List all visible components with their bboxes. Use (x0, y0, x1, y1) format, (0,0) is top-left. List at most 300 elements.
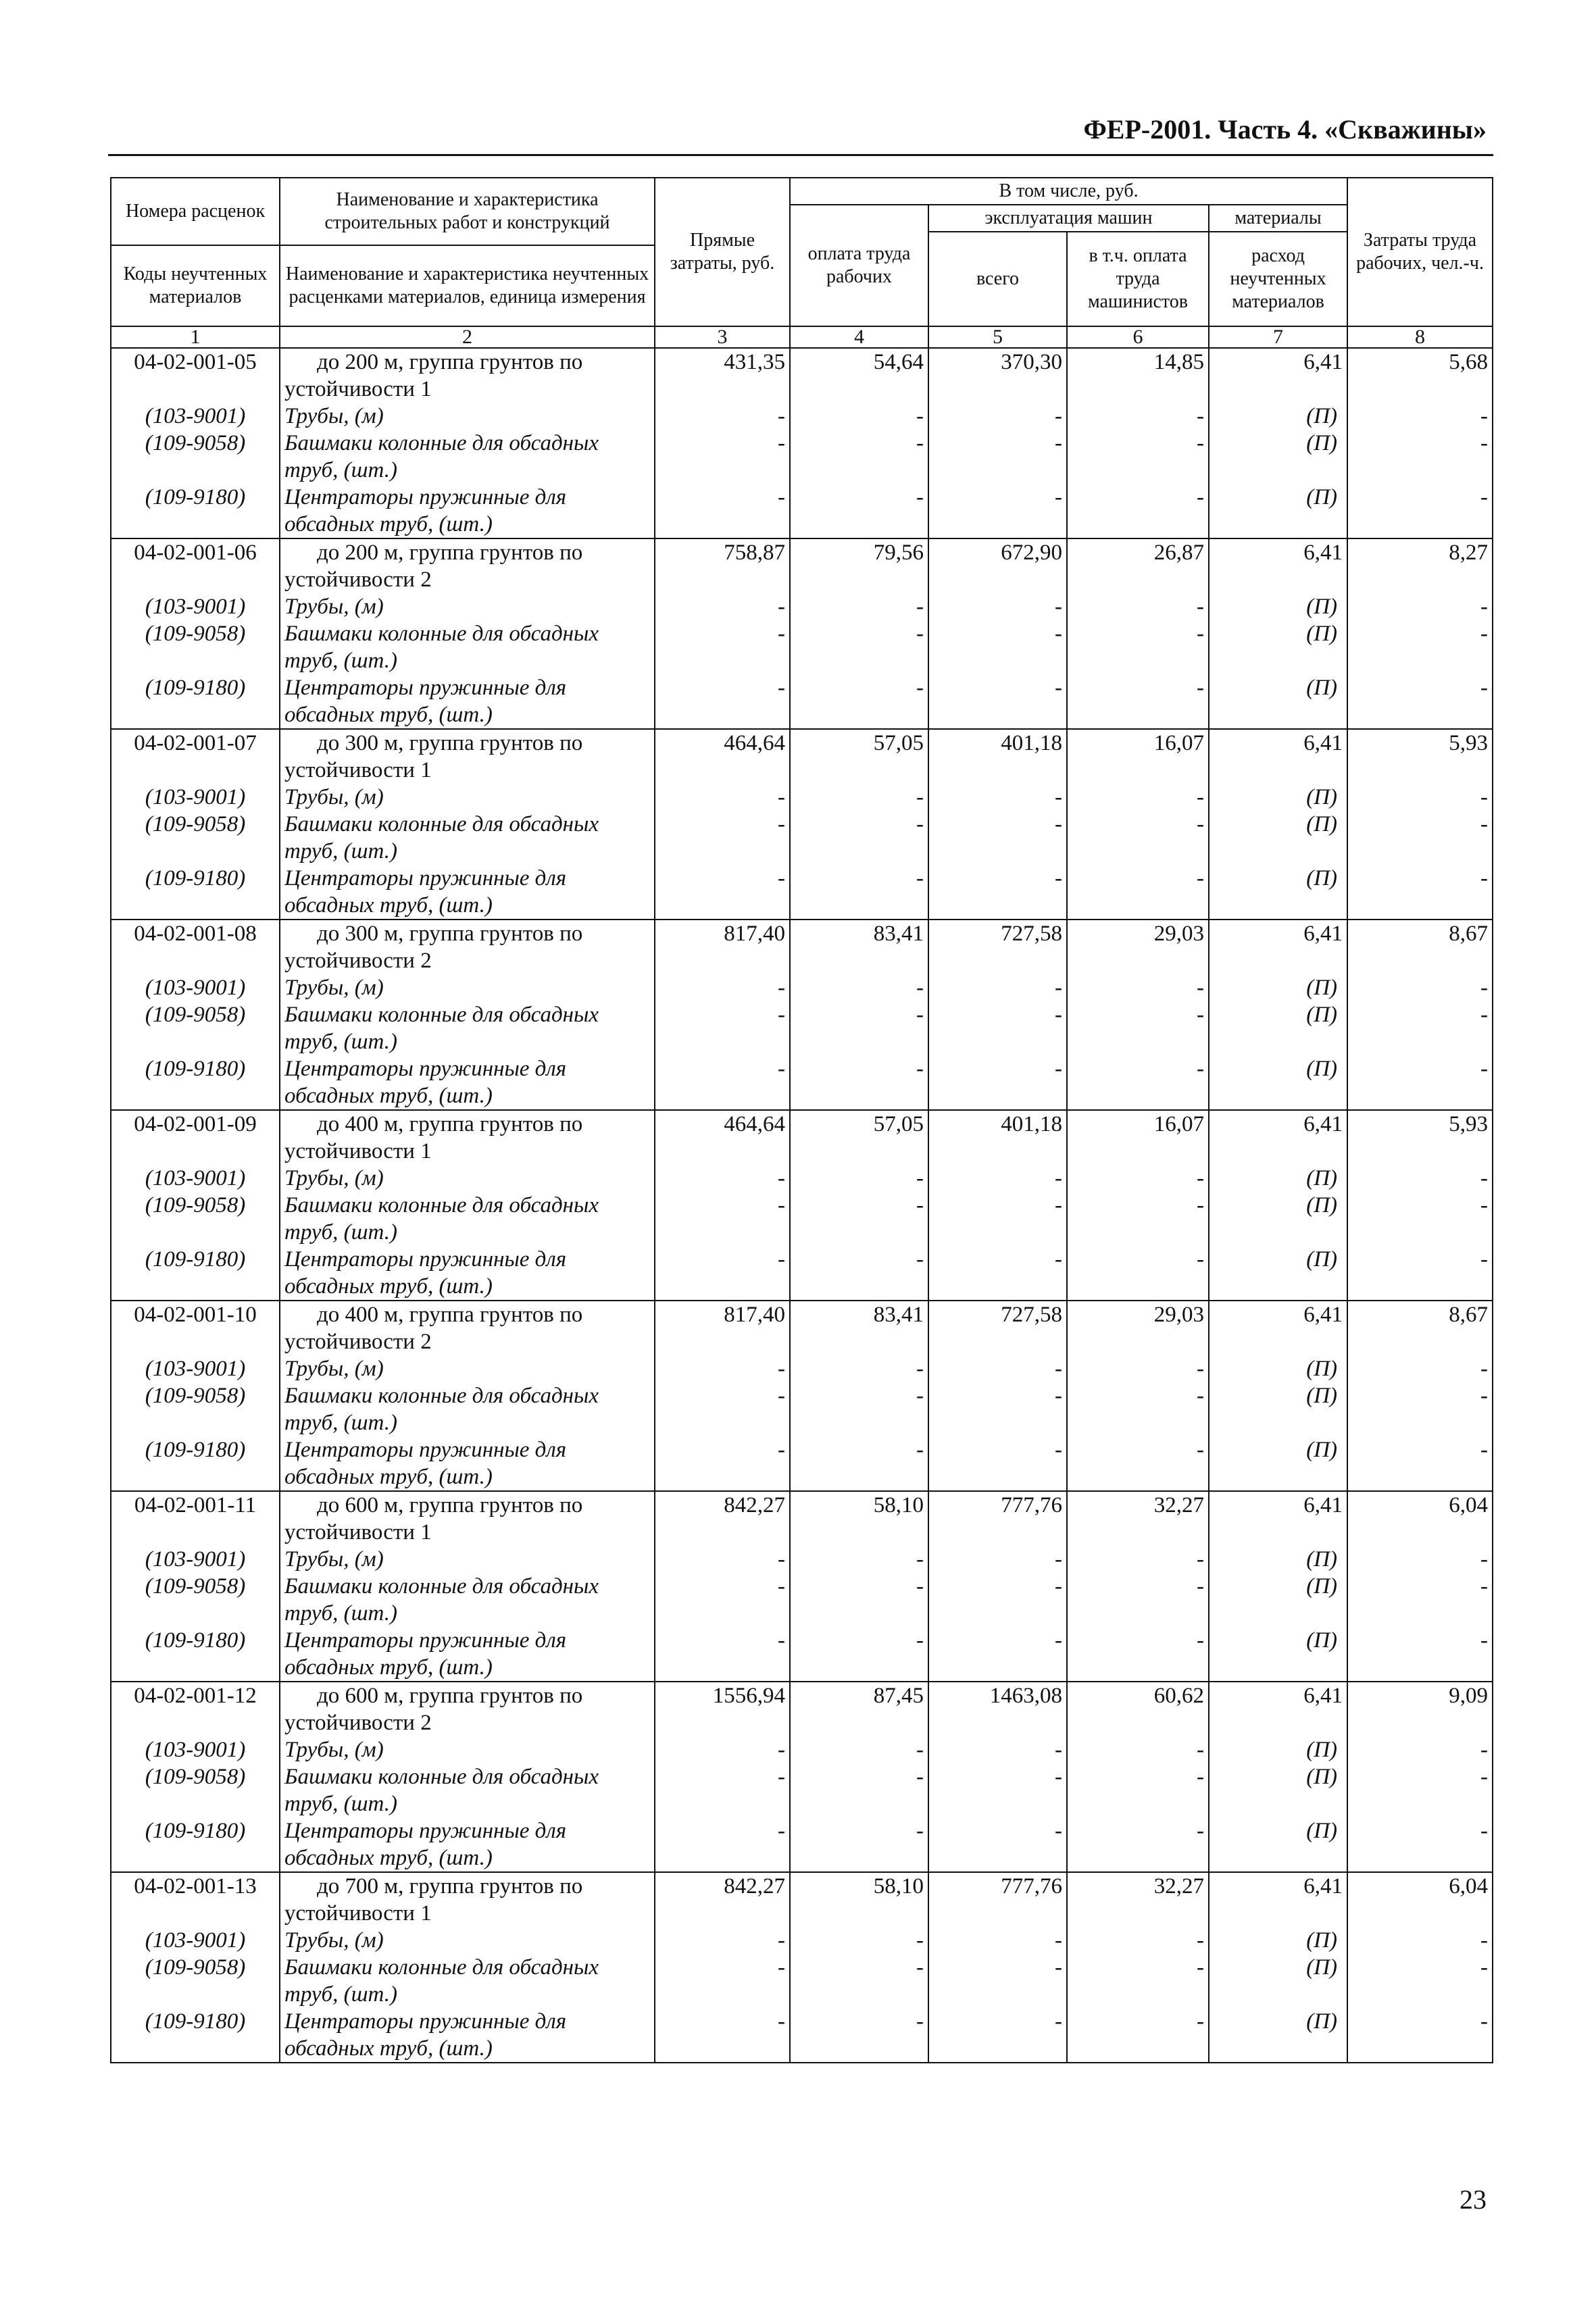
worker-pay-value (790, 376, 928, 403)
header-col1-top: Номера расценок (111, 178, 280, 245)
table-row (111, 1001, 1493, 1028)
machinist-pay-value: 32,27 (1067, 1491, 1209, 1519)
worker-pay-dash (790, 1463, 928, 1491)
machines-total-dash (928, 457, 1067, 484)
table-row (111, 511, 1493, 538)
machinist-pay-dash: - (1067, 620, 1209, 647)
material-value: 6,41 (1209, 1491, 1347, 1519)
table-row (111, 1110, 1493, 1138)
labor-hours-dash: - (1347, 784, 1493, 811)
rate-name: устойчивости 1 (280, 757, 655, 784)
rate-code (111, 566, 280, 593)
material-name: Трубы, (м) (280, 974, 655, 1001)
labor-hours-dash: - (1347, 1573, 1493, 1600)
material-code (111, 1463, 280, 1491)
machinist-pay-dash: - (1067, 484, 1209, 511)
machinist-pay-dash: - (1067, 674, 1209, 701)
labor-hours-dash (1347, 1654, 1493, 1682)
machinist-pay-value (1067, 1900, 1209, 1927)
column-number: 1 (111, 326, 280, 348)
rate-code: 04-02-001-05 (111, 348, 280, 376)
machinist-pay-dash: - (1067, 1763, 1209, 1790)
table-row (111, 566, 1493, 593)
table-row (111, 1463, 1493, 1491)
worker-pay-dash: - (790, 1817, 928, 1844)
rate-name: устойчивости 1 (280, 1900, 655, 1927)
direct-costs-dash: - (655, 1736, 790, 1763)
machinist-pay-dash (1067, 2035, 1209, 2063)
machines-total-dash (928, 1273, 1067, 1301)
material-value (1209, 566, 1347, 593)
machines-total-value: 777,76 (928, 1491, 1067, 1519)
material-code: (109-9180) (111, 674, 280, 701)
machines-total-value: 1463,08 (928, 1682, 1067, 1709)
worker-pay-dash: - (790, 974, 928, 1001)
machinist-pay-value: 14,85 (1067, 348, 1209, 376)
labor-hours-dash (1347, 2035, 1493, 2063)
table-row (111, 865, 1493, 892)
material-marker (1209, 1981, 1347, 2008)
machinist-pay-dash (1067, 1600, 1209, 1627)
header-machine-operation: эксплуатация машин (928, 205, 1209, 232)
machinist-pay-dash: - (1067, 1627, 1209, 1654)
labor-hours-value: 6,04 (1347, 1872, 1493, 1900)
direct-costs-dash: - (655, 430, 790, 457)
machinist-pay-dash: - (1067, 865, 1209, 892)
labor-hours-dash: - (1347, 1246, 1493, 1273)
table-row (111, 674, 1493, 701)
material-name: Центраторы пружинные для (280, 865, 655, 892)
table-row (111, 1817, 1493, 1844)
table-row (111, 729, 1493, 757)
direct-costs-dash: - (655, 674, 790, 701)
worker-pay-value: 54,64 (790, 348, 928, 376)
material-name: обсадных труб, (шт.) (280, 892, 655, 920)
rate-code (111, 1328, 280, 1355)
worker-pay-dash (790, 701, 928, 729)
labor-hours-value: 6,04 (1347, 1491, 1493, 1519)
material-name: Башмаки колонные для обсадных (280, 1763, 655, 1790)
labor-hours-value: 9,09 (1347, 1682, 1493, 1709)
document-header-title: ФЕР-2001. Часть 4. «Скважины» (1083, 114, 1487, 145)
direct-costs-dash: - (655, 1817, 790, 1844)
table-row (111, 403, 1493, 430)
material-marker (1209, 1463, 1347, 1491)
material-code (111, 1409, 280, 1436)
material-code: (109-9180) (111, 1627, 280, 1654)
material-name: Трубы, (м) (280, 1736, 655, 1763)
worker-pay-value: 87,45 (790, 1682, 928, 1709)
machinist-pay-dash: - (1067, 593, 1209, 620)
direct-costs-dash: - (655, 1382, 790, 1409)
direct-costs-value: 817,40 (655, 920, 790, 947)
table-row (111, 838, 1493, 865)
table-row (111, 1192, 1493, 1219)
machines-total-value: 401,18 (928, 1110, 1067, 1138)
machinist-pay-dash: - (1067, 1355, 1209, 1382)
labor-hours-dash (1347, 1028, 1493, 1055)
worker-pay-value: 58,10 (790, 1872, 928, 1900)
worker-pay-dash: - (790, 1927, 928, 1954)
worker-pay-value: 83,41 (790, 920, 928, 947)
machines-total-dash: - (928, 1165, 1067, 1192)
labor-hours-value (1347, 1328, 1493, 1355)
machines-total-value (928, 1138, 1067, 1165)
machines-total-value: 727,58 (928, 1301, 1067, 1328)
table-row (111, 892, 1493, 920)
worker-pay-dash: - (790, 1546, 928, 1573)
machinist-pay-dash: - (1067, 974, 1209, 1001)
labor-hours-value (1347, 1519, 1493, 1546)
table-row (111, 784, 1493, 811)
direct-costs-dash (655, 1409, 790, 1436)
machines-total-value (928, 757, 1067, 784)
direct-costs-dash: - (655, 1627, 790, 1654)
table-row (111, 757, 1493, 784)
material-value: 6,41 (1209, 348, 1347, 376)
machines-total-dash (928, 1082, 1067, 1110)
labor-hours-dash: - (1347, 1055, 1493, 1082)
direct-costs-dash: - (655, 974, 790, 1001)
material-code (111, 1600, 280, 1627)
material-marker: (П) (1209, 1954, 1347, 1981)
labor-hours-dash: - (1347, 1192, 1493, 1219)
direct-costs-dash (655, 457, 790, 484)
table-row (111, 1573, 1493, 1600)
column-number: 6 (1067, 326, 1209, 348)
material-code: (109-9058) (111, 1954, 280, 1981)
machines-total-dash: - (928, 2008, 1067, 2035)
worker-pay-dash: - (790, 1001, 928, 1028)
material-marker (1209, 701, 1347, 729)
direct-costs-value (655, 1138, 790, 1165)
labor-hours-value (1347, 376, 1493, 403)
rate-name: до 300 м, группа грунтов по (280, 920, 655, 947)
rate-code: 04-02-001-07 (111, 729, 280, 757)
material-name: Трубы, (м) (280, 593, 655, 620)
material-code: (109-9058) (111, 1573, 280, 1600)
header-labor-hours: Затраты труда рабочих, чел.-ч. (1347, 178, 1493, 326)
labor-hours-value: 5,93 (1347, 729, 1493, 757)
worker-pay-dash (790, 892, 928, 920)
direct-costs-value (655, 1900, 790, 1927)
machinist-pay-value (1067, 1709, 1209, 1736)
machinist-pay-dash (1067, 1409, 1209, 1436)
machinist-pay-dash: - (1067, 1954, 1209, 1981)
material-marker: (П) (1209, 974, 1347, 1001)
direct-costs-dash (655, 1981, 790, 2008)
labor-hours-value (1347, 1138, 1493, 1165)
direct-costs-dash (655, 511, 790, 538)
direct-costs-dash: - (655, 1573, 790, 1600)
machines-total-dash: - (928, 1436, 1067, 1463)
worker-pay-dash (790, 1981, 928, 2008)
machines-total-value (928, 1519, 1067, 1546)
material-code: (109-9058) (111, 811, 280, 838)
direct-costs-value: 1556,94 (655, 1682, 790, 1709)
machines-total-dash: - (928, 1573, 1067, 1600)
material-marker: (П) (1209, 430, 1347, 457)
direct-costs-dash (655, 1219, 790, 1246)
machines-total-dash: - (928, 1001, 1067, 1028)
machines-total-dash (928, 1028, 1067, 1055)
worker-pay-dash: - (790, 674, 928, 701)
material-value (1209, 757, 1347, 784)
machinist-pay-dash: - (1067, 1055, 1209, 1082)
material-code: (109-9058) (111, 1192, 280, 1219)
machines-total-dash (928, 647, 1067, 674)
labor-hours-dash (1347, 892, 1493, 920)
machines-total-dash: - (928, 430, 1067, 457)
material-code: (103-9001) (111, 403, 280, 430)
material-code: (109-9180) (111, 484, 280, 511)
worker-pay-value (790, 1519, 928, 1546)
worker-pay-dash (790, 511, 928, 538)
material-code (111, 892, 280, 920)
rate-name: устойчивости 1 (280, 376, 655, 403)
direct-costs-dash (655, 838, 790, 865)
machines-total-dash: - (928, 1055, 1067, 1082)
machinist-pay-value (1067, 1138, 1209, 1165)
machines-total-value: 727,58 (928, 920, 1067, 947)
table-row (111, 1273, 1493, 1301)
machinist-pay-dash (1067, 1273, 1209, 1301)
header-machinist-pay: в т.ч. оплата труда машинистов (1067, 232, 1209, 326)
material-code: (109-9180) (111, 1055, 280, 1082)
material-marker: (П) (1209, 593, 1347, 620)
machines-total-dash (928, 892, 1067, 920)
material-code (111, 1844, 280, 1872)
material-marker: (П) (1209, 1192, 1347, 1219)
machines-total-dash (928, 1981, 1067, 2008)
material-value (1209, 1709, 1347, 1736)
material-marker: (П) (1209, 811, 1347, 838)
material-marker: (П) (1209, 1573, 1347, 1600)
labor-hours-dash: - (1347, 593, 1493, 620)
machines-total-dash: - (928, 674, 1067, 701)
material-value (1209, 1900, 1347, 1927)
material-name: Трубы, (м) (280, 784, 655, 811)
worker-pay-dash: - (790, 403, 928, 430)
machines-total-dash: - (928, 593, 1067, 620)
material-marker: (П) (1209, 674, 1347, 701)
machinist-pay-dash: - (1067, 1192, 1209, 1219)
material-name: труб, (шт.) (280, 1981, 655, 2008)
labor-hours-dash (1347, 647, 1493, 674)
material-marker (1209, 457, 1347, 484)
material-value: 6,41 (1209, 1110, 1347, 1138)
labor-hours-dash (1347, 701, 1493, 729)
labor-hours-dash: - (1347, 674, 1493, 701)
worker-pay-dash: - (790, 1573, 928, 1600)
table-row (111, 1436, 1493, 1463)
material-marker: (П) (1209, 403, 1347, 430)
direct-costs-dash: - (655, 865, 790, 892)
material-code (111, 701, 280, 729)
machines-total-dash: - (928, 484, 1067, 511)
machinist-pay-value: 26,87 (1067, 538, 1209, 566)
worker-pay-dash: - (790, 1165, 928, 1192)
material-code (111, 1654, 280, 1682)
machinist-pay-value (1067, 1519, 1209, 1546)
machinist-pay-value (1067, 1328, 1209, 1355)
worker-pay-dash: - (790, 811, 928, 838)
material-code: (109-9180) (111, 1817, 280, 1844)
direct-costs-dash: - (655, 1001, 790, 1028)
direct-costs-value: 817,40 (655, 1301, 790, 1328)
header-materials: материалы (1209, 205, 1347, 232)
machines-total-dash: - (928, 1192, 1067, 1219)
material-marker: (П) (1209, 1246, 1347, 1273)
table-row (111, 947, 1493, 974)
machinist-pay-dash (1067, 511, 1209, 538)
worker-pay-dash: - (790, 1763, 928, 1790)
material-name: Центраторы пружинные для (280, 1627, 655, 1654)
rate-name: устойчивости 2 (280, 1328, 655, 1355)
worker-pay-value (790, 757, 928, 784)
worker-pay-value: 83,41 (790, 1301, 928, 1328)
rate-code: 04-02-001-10 (111, 1301, 280, 1328)
direct-costs-value (655, 1519, 790, 1546)
table-row (111, 1382, 1493, 1409)
labor-hours-dash: - (1347, 1627, 1493, 1654)
material-code: (109-9058) (111, 430, 280, 457)
header-col2-bottom: Наименование и характеристика неучтенных расценками материалов, единица измерения (280, 245, 655, 326)
column-number: 5 (928, 326, 1067, 348)
worker-pay-dash (790, 647, 928, 674)
machines-total-dash: - (928, 620, 1067, 647)
table-row (111, 1627, 1493, 1654)
machinist-pay-dash: - (1067, 430, 1209, 457)
worker-pay-dash (790, 1409, 928, 1436)
direct-costs-dash: - (655, 1436, 790, 1463)
material-code (111, 511, 280, 538)
material-code: (103-9001) (111, 1927, 280, 1954)
labor-hours-dash: - (1347, 865, 1493, 892)
material-code: (109-9180) (111, 865, 280, 892)
rate-code (111, 1519, 280, 1546)
table-row (111, 1409, 1493, 1436)
material-name: обсадных труб, (шт.) (280, 701, 655, 729)
rate-code (111, 1138, 280, 1165)
material-marker (1209, 1082, 1347, 1110)
table-row (111, 1844, 1493, 1872)
rate-name: до 300 м, группа грунтов по (280, 729, 655, 757)
material-code (111, 1273, 280, 1301)
rate-code: 04-02-001-08 (111, 920, 280, 947)
rate-code: 04-02-001-11 (111, 1491, 280, 1519)
labor-hours-dash: - (1347, 1763, 1493, 1790)
material-code: (103-9001) (111, 974, 280, 1001)
material-name: Трубы, (м) (280, 403, 655, 430)
direct-costs-value: 842,27 (655, 1491, 790, 1519)
direct-costs-value: 464,64 (655, 729, 790, 757)
rate-name: до 200 м, группа грунтов по (280, 538, 655, 566)
material-name: обсадных труб, (шт.) (280, 1273, 655, 1301)
machinist-pay-value: 16,07 (1067, 1110, 1209, 1138)
table-row (111, 376, 1493, 403)
worker-pay-value (790, 1328, 928, 1355)
worker-pay-dash: - (790, 865, 928, 892)
material-code: (109-9058) (111, 620, 280, 647)
machines-total-dash: - (928, 403, 1067, 430)
material-marker (1209, 1844, 1347, 1872)
labor-hours-dash (1347, 838, 1493, 865)
material-name: труб, (шт.) (280, 457, 655, 484)
material-marker: (П) (1209, 1763, 1347, 1790)
material-code: (103-9001) (111, 784, 280, 811)
rate-name: устойчивости 1 (280, 1519, 655, 1546)
table-row (111, 2008, 1493, 2035)
material-name: Трубы, (м) (280, 1546, 655, 1573)
material-name: труб, (шт.) (280, 647, 655, 674)
table-row (111, 1082, 1493, 1110)
labor-hours-dash: - (1347, 484, 1493, 511)
rate-code: 04-02-001-13 (111, 1872, 280, 1900)
material-value (1209, 376, 1347, 403)
material-marker: (П) (1209, 1055, 1347, 1082)
machines-total-value: 370,30 (928, 348, 1067, 376)
machinist-pay-dash (1067, 1654, 1209, 1682)
machines-total-dash (928, 1219, 1067, 1246)
direct-costs-dash (655, 647, 790, 674)
material-name: Трубы, (м) (280, 1165, 655, 1192)
machinist-pay-dash (1067, 838, 1209, 865)
labor-hours-dash: - (1347, 620, 1493, 647)
material-marker: (П) (1209, 784, 1347, 811)
direct-costs-dash: - (655, 1763, 790, 1790)
column-number: 8 (1347, 326, 1493, 348)
labor-hours-dash (1347, 1219, 1493, 1246)
labor-hours-dash (1347, 1790, 1493, 1817)
machines-total-value (928, 1709, 1067, 1736)
direct-costs-dash: - (655, 1927, 790, 1954)
rate-name: устойчивости 2 (280, 1709, 655, 1736)
material-name: Башмаки колонные для обсадных (280, 811, 655, 838)
material-marker: (П) (1209, 1165, 1347, 1192)
material-name: Башмаки колонные для обсадных (280, 620, 655, 647)
material-name: труб, (шт.) (280, 1028, 655, 1055)
material-code: (109-9058) (111, 1763, 280, 1790)
material-code: (109-9180) (111, 1246, 280, 1273)
table-row (111, 1682, 1493, 1709)
rates-table (110, 177, 1493, 2063)
machinist-pay-value (1067, 757, 1209, 784)
direct-costs-value (655, 1709, 790, 1736)
material-name: Центраторы пружинные для (280, 1436, 655, 1463)
worker-pay-dash: - (790, 2008, 928, 2035)
material-code: (109-9058) (111, 1382, 280, 1409)
direct-costs-value (655, 947, 790, 974)
direct-costs-dash: - (655, 1355, 790, 1382)
worker-pay-value (790, 1709, 928, 1736)
machinist-pay-value (1067, 376, 1209, 403)
material-marker: (П) (1209, 1436, 1347, 1463)
machinist-pay-dash (1067, 457, 1209, 484)
material-code: (103-9001) (111, 1355, 280, 1382)
material-name: труб, (шт.) (280, 1600, 655, 1627)
material-name: труб, (шт.) (280, 1409, 655, 1436)
labor-hours-value: 8,27 (1347, 538, 1493, 566)
table-row (111, 920, 1493, 947)
material-marker: (П) (1209, 484, 1347, 511)
table-row (111, 1519, 1493, 1546)
machinist-pay-dash (1067, 892, 1209, 920)
worker-pay-dash: - (790, 1736, 928, 1763)
labor-hours-dash (1347, 1273, 1493, 1301)
table-row (111, 430, 1493, 457)
machinist-pay-dash: - (1067, 1927, 1209, 1954)
